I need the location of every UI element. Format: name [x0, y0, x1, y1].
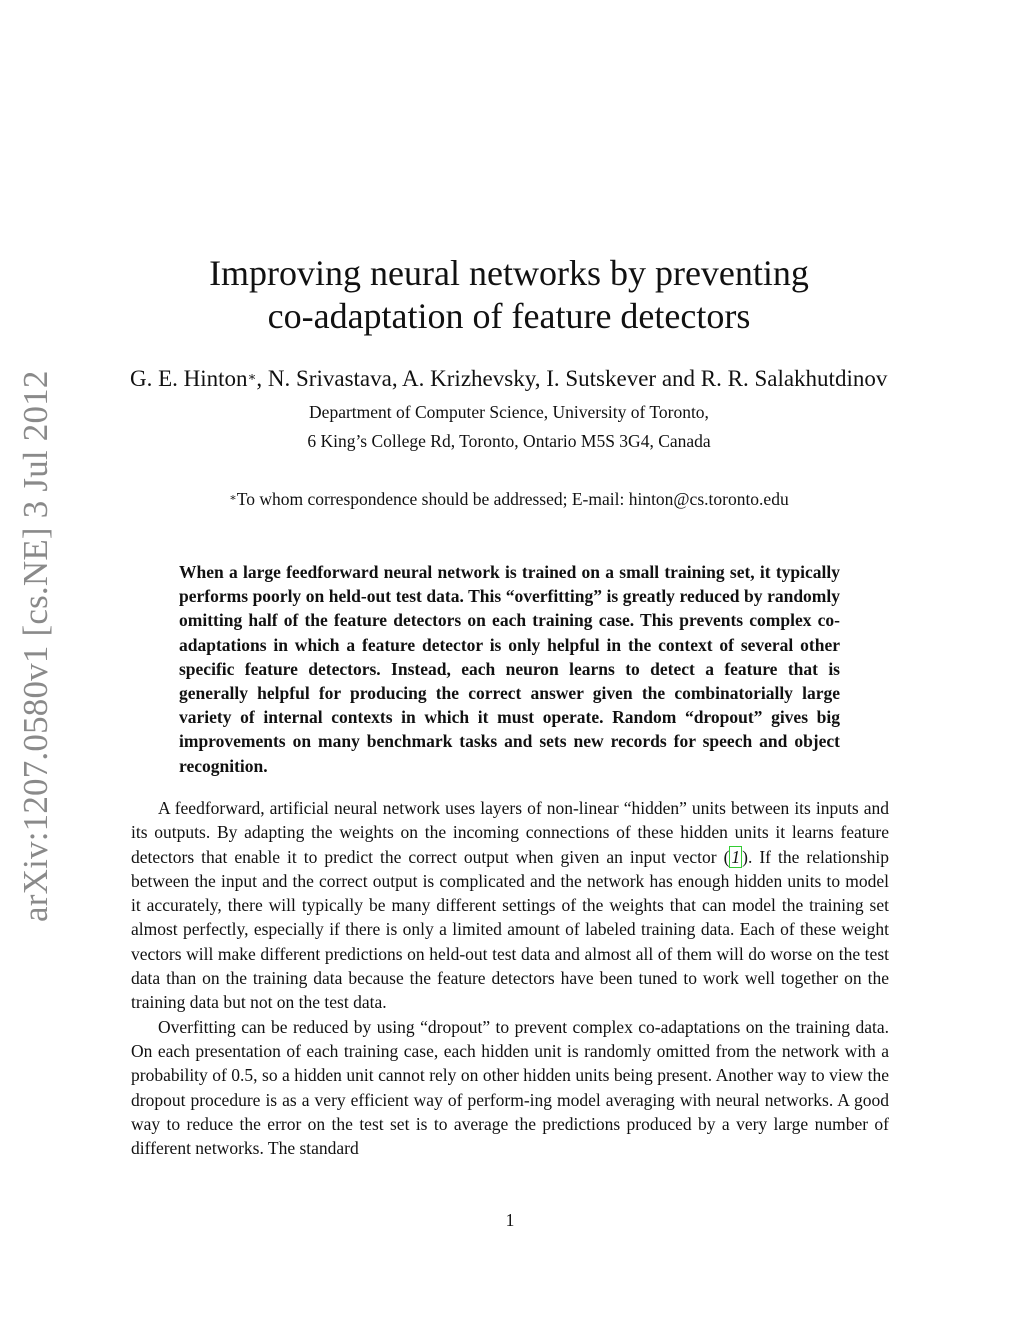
arxiv-stamp-container	[14, 370, 58, 922]
paragraph-1-end: ). If the relationship between the input and the correct output is complicated and the network has enough hidden units to model it accurately, there will typically be many different settings of the weights that can model the training set almost perfectly, especially if there is only a limited amount of labeled training data. Each of these weight vectors will make different predictions on held-out test data and almost all of them will do worse on the test data than on the training data because the feature detectors have been tuned to work well together on the training data but not on the test data.	[131, 846, 889, 1013]
page-number: 1	[505, 1210, 515, 1230]
author-first: G. E. Hinton	[130, 366, 248, 391]
affiliation	[130, 398, 888, 456]
title-line-1: Improving neural networks by preventing	[209, 253, 809, 293]
correspondence-text: To whom correspondence should be addressed; E-mail: hinton@cs.toronto.edu	[236, 489, 789, 509]
author-rest: , N. Srivastava, A. Krizhevsky, I. Sutskever and R. R. Salakhutdinov	[256, 366, 888, 391]
paragraph-1-start: A feedforward, artificial neural network uses layers of non-linear “hidden” units between its inputs and its outputs. By adapting the weights on the incoming connections of these hidden units it learns feature detectors that enable it to predict the correct output when given an input vector (	[131, 798, 889, 867]
title-line-2: co-adaptation of feature detectors	[267, 296, 751, 336]
correspondence-note	[130, 486, 888, 512]
abstract: When a large feedforward neural network is trained on a small training set, it typically performs poorly on held-out test data. This “overfitting” is greatly reduced by randomly omitting half of the feature detectors on each training case. This prevents complex co-adaptations in which a feature detector is only helpful in the context of several other specific feature detectors. Instead, each neuron learns to detect a feature that is generally helpful for producing the correct answer given the combinatorially large variety of internal contexts in which it must operate. Random “dropout” gives big improvements on many benchmark tasks and sets new records for speech and object recognition.	[179, 562, 840, 776]
citation-link[interactable]: 1	[731, 846, 741, 867]
paragraph-2: Overfitting can be reduced by using “dropout” to prevent complex co-adaptations on the training data. On each presentation of each training case, each hidden unit is randomly omitted from the network with a probability of 0.5, so a hidden unit cannot rely on other hidden units being present. Another way to view the dropout procedure is as a very efficient way of perform-ing model averaging with neural networks. A good way to reduce the error on the test set is to average the predictions produced by a very large number of different networks. The standard	[131, 1016, 889, 1159]
paper-title	[130, 252, 888, 338]
paragraph-1	[131, 796, 889, 1015]
body-text	[131, 796, 889, 1160]
affiliation-line-2: 6 King’s College Rd, Toronto, Ontario M5S 3G4, Canada	[307, 431, 711, 451]
author-list	[130, 365, 992, 393]
affiliation-line-1: Department of Computer Science, University of Toronto,	[309, 402, 709, 422]
author-corresponding-mark: ∗	[247, 369, 257, 384]
correspondence-mark: ∗	[229, 492, 237, 504]
arxiv-stamp: arXiv:1207.0580v1 [cs.NE] 3 Jul 2012	[16, 370, 55, 922]
